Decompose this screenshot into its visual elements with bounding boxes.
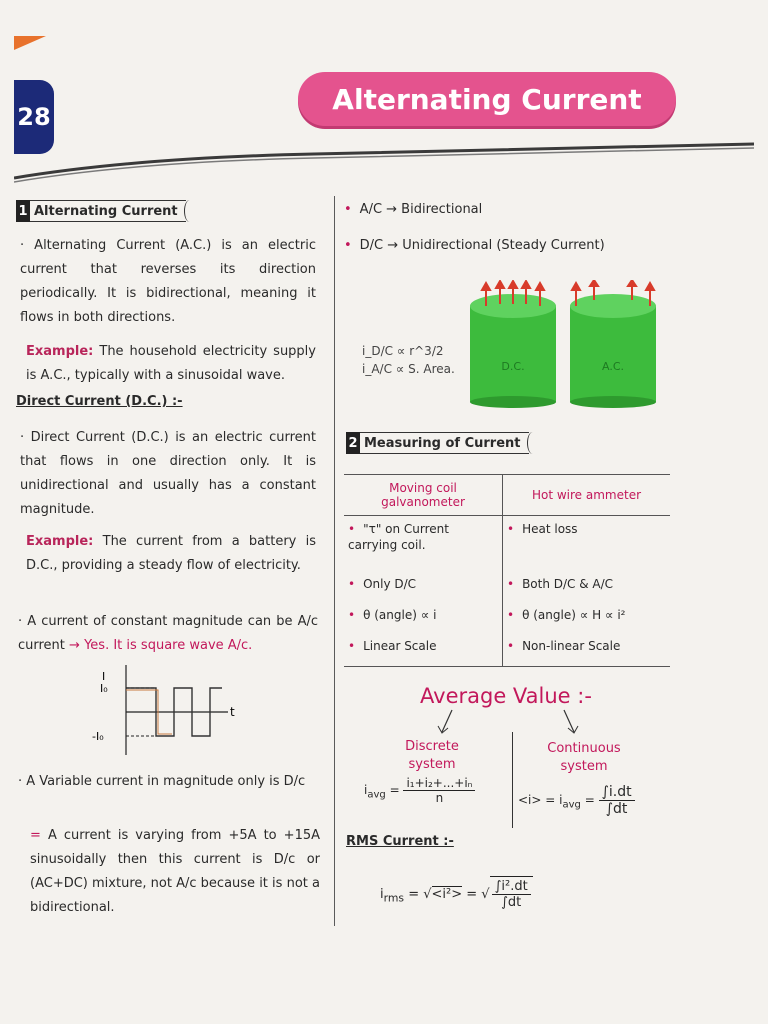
table-row [344, 558, 670, 597]
dc-proportional: i_D/C ∝ r^3/2 [362, 344, 444, 358]
constant-current-question: · A current of constant magnitude can be A/c current → Yes. It is square wave A/c. [18, 614, 318, 653]
continuous-system-label: Continuous system [547, 741, 621, 774]
varying-current-note: = A current is varying from +5A to +15A sinusoidally then this current is D/c or (AC+DC) mixture, not A/c because it is not a bidirectional. [30, 828, 320, 915]
table-cell: • Heat loss [507, 522, 578, 536]
table-cell: • θ (angle) ∝ i [344, 597, 503, 628]
average-value-heading: Average Value :- [420, 684, 592, 708]
bracket-decoration [184, 200, 195, 222]
average-divider [512, 732, 513, 828]
comparison-table [344, 474, 670, 667]
table-row [344, 628, 670, 667]
axis-i-label: I [102, 670, 106, 683]
ac-proportional: i_A/C ∝ S. Area. [362, 362, 455, 376]
table-header-row [344, 475, 670, 516]
table-cell: • θ (angle) ∝ H ∝ i² [507, 608, 626, 622]
proportionality-notes [362, 342, 455, 378]
table-row [344, 597, 670, 628]
example-2: Example: The current from a battery is D.C., providing a steady flow of electricity. [26, 534, 316, 573]
continuous-average-formula: $<i> = i_{avg}$ = $\frac{\int i.dt}{\int dt}$ [518, 784, 635, 817]
corner-accent [14, 36, 46, 50]
table-cell: • "τ" on Current carrying coil. [344, 516, 503, 559]
table-cell: • Only D/C [344, 558, 503, 597]
dc-heading: Direct Current (D.C.) :- [16, 394, 183, 409]
rms-formula: $i_{rms} = √<i^2>$ = √ $\frac{\text{∫i².dt}}{\int dt}$ [380, 876, 533, 910]
square-wave-graph [70, 660, 250, 760]
table-cell: • Linear Scale [344, 628, 503, 667]
column-divider [334, 196, 335, 926]
header-divider [14, 140, 754, 186]
ac-cylinder [570, 280, 656, 408]
section-title: Measuring of Current [360, 432, 529, 454]
section-1-heading [16, 200, 195, 222]
ac-definition: · Alternating Current (A.C.) is an electric current that reverses its direction periodically. It is bidirectional, meaning it flows in both directions. [20, 238, 316, 325]
table-cell: • Both D/C & A/C [507, 577, 614, 591]
negative-amplitude-label: -I₀ [92, 730, 104, 743]
ac-bullet: • A/C → Bidirectional [344, 202, 483, 217]
chapter-number: 28 [14, 80, 54, 154]
table-row [344, 516, 670, 559]
discrete-system-label: Discrete system [405, 739, 459, 772]
bracket-decoration [527, 432, 538, 454]
dc-bullet: • D/C → Unidirectional (Steady Current) [344, 238, 605, 253]
ac-cylinder-label: A.C. [601, 360, 625, 373]
variable-current-note: · A Variable current in magnitude only is D/c [18, 774, 306, 789]
discrete-average-formula: $i_{avg}$ = $\frac{\text{i₁+i₂+...+iₙ}}{n}$ [364, 776, 475, 805]
axis-t-label: t [230, 705, 235, 719]
dc-definition: · Direct Current (D.C.) is an electric current that flows in one direction only. It is unidirectional and usually has a constant magnitude. [20, 430, 317, 517]
section-number: 2 [346, 432, 360, 454]
skin-effect-cylinders [466, 280, 662, 408]
example-1: Example: The household electricity supply is A.C., typically with a sinusoidal wave. [26, 344, 316, 383]
branch-arrows [428, 706, 588, 736]
table-header: Hot wire ammeter [503, 475, 671, 516]
dc-cylinder-label: D.C. [501, 360, 525, 373]
table-header: Moving coil galvanometer [344, 475, 503, 516]
section-2-heading [346, 432, 538, 454]
section-number: 1 [16, 200, 30, 222]
positive-amplitude-label: I₀ [100, 682, 108, 695]
dc-cylinder [470, 281, 556, 408]
section-title: Alternating Current [30, 200, 186, 222]
chapter-title: Alternating Current [298, 72, 676, 126]
rms-current-heading: RMS Current :- [346, 834, 454, 849]
table-cell: • Non-linear Scale [503, 628, 671, 667]
